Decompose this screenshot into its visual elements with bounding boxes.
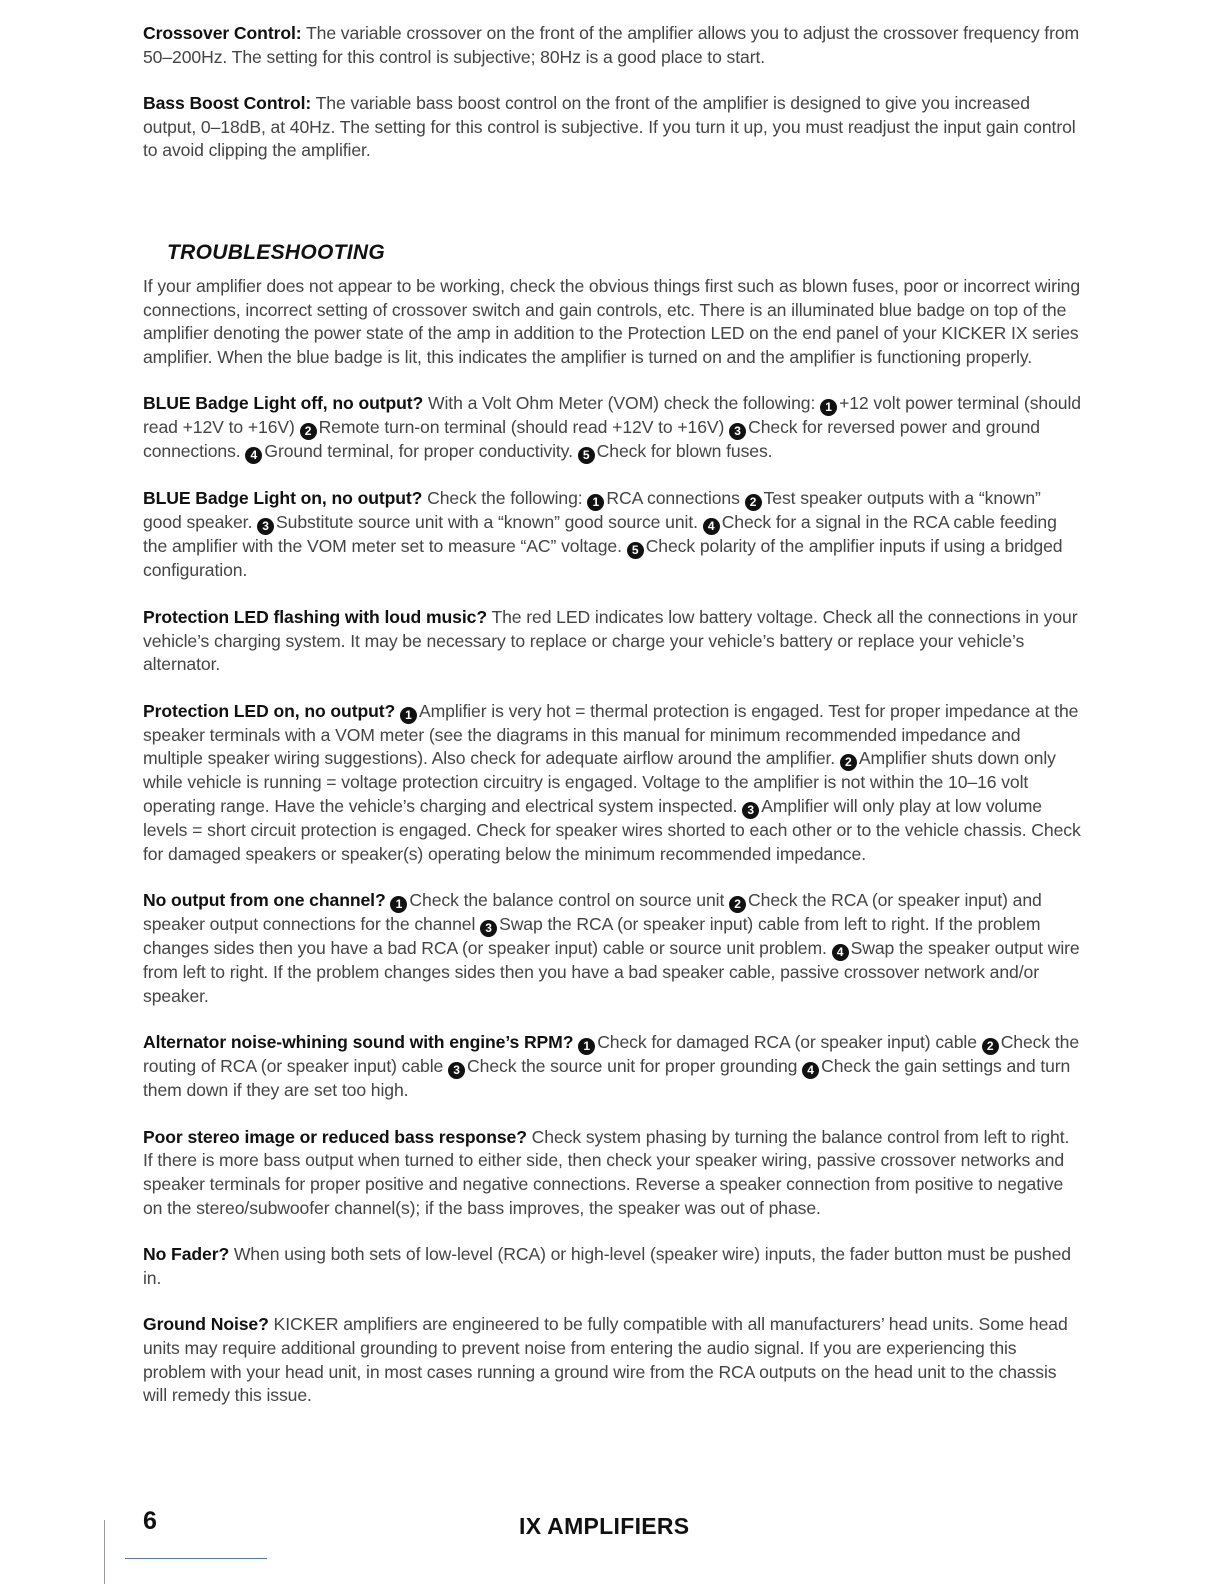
page-number: 6 xyxy=(143,1507,157,1535)
stereo-image-text: Check system phasing by turning the balance control from left to right. If there is more bass output when turned to either side, then check your speaker wiring, passive crossover networks and speaker terminals for proper positive and negative connections. Reverse a speaker connection from positive to negative on the stereo/subwoofer channel(s); if the bass improves, the speaker was out of phase. xyxy=(143,1126,1070,1218)
step-number-2-icon: 2 xyxy=(840,754,857,771)
bass-boost-text: The variable bass boost control on the front of the amplifier is designed to give you increased output, 0–18dB, at 40Hz. The setting for this control is subjective. If you turn it up, you must readjust the input gain control to avoid clipping the amplifier. xyxy=(143,93,1076,161)
step-number-1-icon: 1 xyxy=(578,1038,595,1055)
step-number-5-icon: 5 xyxy=(578,447,595,464)
step-text: Check polarity of the amplifier inputs if using a bridged configuration. xyxy=(143,536,1063,581)
step-text: Check for reversed power and ground connections. xyxy=(143,417,1040,462)
troubleshooting-intro-section xyxy=(143,275,1083,369)
led-flashing-lead: Protection LED flashing with loud music? xyxy=(143,606,487,627)
step-number-4-icon: 4 xyxy=(245,447,262,464)
step-text: Test speaker outputs with a “known” good speaker. xyxy=(143,488,1041,533)
step-text: Check for blown fuses. xyxy=(596,441,773,462)
step-text: +12 volt power terminal (should read +12V to +16V) xyxy=(143,393,1081,438)
alternator-noise-paragraph xyxy=(143,1031,1083,1103)
ground-noise-lead: Ground Noise? xyxy=(143,1314,269,1335)
blue-badge-off-paragraph xyxy=(143,392,1083,464)
bass-boost-lead: Bass Boost Control: xyxy=(143,93,312,114)
led-flashing-text: The red LED indicates low battery voltage. Check all the connections in your vehicle’s charging system. It may be necessary to replace or charge your vehicle’s battery or replace your vehicle’s alternator. xyxy=(143,606,1078,675)
blue-badge-on-section xyxy=(143,487,1083,583)
step-text: Remote turn-on terminal (should read +12V to +16V) xyxy=(318,417,730,438)
footer-rule xyxy=(125,1558,267,1559)
step-number-1-icon: 1 xyxy=(400,707,417,724)
step-text: Check the balance control on source unit xyxy=(409,890,730,911)
crossover-control-lead: Crossover Control: xyxy=(143,23,302,43)
led-on-section xyxy=(143,700,1083,866)
one-channel-paragraph xyxy=(143,889,1083,1008)
alternator-noise-lead: Alternator noise-whining sound with engine’s RPM? xyxy=(143,1032,574,1053)
step-text: RCA connections xyxy=(606,488,745,509)
margin-divider xyxy=(104,1520,105,1584)
step-number-3-icon: 3 xyxy=(729,423,746,440)
step-text: Check the routing of RCA (or speaker input) cable xyxy=(143,1032,1080,1077)
ground-noise-paragraph xyxy=(143,1313,1083,1407)
step-text: Check for damaged RCA (or speaker input) cable xyxy=(597,1032,982,1053)
step-number-2-icon: 2 xyxy=(300,423,317,440)
blue-badge-on-paragraph xyxy=(143,487,1083,583)
step-text: Check the RCA (or speaker input) and speaker output connections for the channel xyxy=(143,890,1042,935)
step-number-3-icon: 3 xyxy=(257,518,274,535)
alternator-noise-section xyxy=(143,1031,1083,1103)
section-spacer xyxy=(143,186,1083,241)
one-channel-section xyxy=(143,889,1083,1008)
step-number-2-icon: 2 xyxy=(729,896,746,913)
ground-noise-text: KICKER amplifiers are engineered to be fully compatible with all manufacturers’ head units. Some head units may require additional grounding to prevent noise from entering the audio signal. If you are experiencing this problem with your head unit, in most cases running a ground wire from the RCA outputs on the head unit to the chassis will remedy this issue. xyxy=(143,1314,1068,1406)
blue-badge-on-lead: BLUE Badge Light on, no output? xyxy=(143,488,423,509)
step-text: Check the source unit for proper grounding xyxy=(467,1056,803,1077)
led-flashing-section xyxy=(143,606,1083,677)
led-on-paragraph xyxy=(143,700,1083,866)
step-text: Swap the RCA (or speaker input) cable from left to right. If the problem changes sides then you have a bad RCA (or speaker input) cable or source unit problem. xyxy=(143,914,1041,959)
step-text: Substitute source unit with a “known” good source unit. xyxy=(276,512,703,533)
step-number-2-icon: 2 xyxy=(982,1038,999,1055)
step-number-3-icon: 3 xyxy=(480,920,497,937)
step-text: Amplifier shuts down only while vehicle is running = voltage protection circuitry is engaged. Voltage to the amplifier is not within the 10–16 volt operating range. Have the vehicle’s charging and electrical system inspected. xyxy=(143,748,1056,816)
no-fader-paragraph xyxy=(143,1243,1083,1290)
no-fader-text: When using both sets of low-level (RCA) or high-level (speaker wire) inputs, the fader button must be pushed in. xyxy=(143,1244,1071,1288)
step-number-4-icon: 4 xyxy=(802,1062,819,1079)
crossover-control-text: The variable crossover on the front of the amplifier allows you to adjust the crossover frequency from 50–200Hz. The setting for this control is subjective; 80Hz is a good place to start. xyxy=(143,23,1080,67)
footer-title: IX AMPLIFIERS xyxy=(519,1513,690,1539)
ground-noise-section xyxy=(143,1313,1083,1407)
step-text: Check for a signal in the RCA cable feeding the amplifier with the VOM meter set to measure “AC” voltage. xyxy=(143,512,1057,557)
troubleshooting-heading: TROUBLESHOOTING xyxy=(167,240,385,264)
blue-badge-off-intro: With a Volt Ohm Meter (VOM) check the following: xyxy=(423,393,821,414)
step-number-1-icon: 1 xyxy=(587,494,604,511)
stereo-image-lead: Poor stereo image or reduced bass response? xyxy=(143,1126,527,1147)
step-number-1-icon: 1 xyxy=(390,896,407,913)
step-number-3-icon: 3 xyxy=(448,1062,465,1079)
blue-badge-on-intro: Check the following: xyxy=(422,488,588,509)
step-number-4-icon: 4 xyxy=(832,944,849,961)
led-on-lead: Protection LED on, no output? xyxy=(143,700,396,721)
crossover-control-section xyxy=(143,22,1083,69)
step-number-1-icon: 1 xyxy=(820,399,837,416)
crossover-control-paragraph xyxy=(143,22,1083,69)
bass-boost-paragraph xyxy=(143,92,1083,163)
step-number-5-icon: 5 xyxy=(627,542,644,559)
step-number-4-icon: 4 xyxy=(703,518,720,535)
step-text: Amplifier is very hot = thermal protection is engaged. Test for proper impedance at the speaker terminals with a VOM meter (see the diagrams in this manual for minimum recommended impedance and multiple speaker wiring suggestions). Also check for adequate airflow around the amplifier. xyxy=(143,700,1079,769)
step-text: Amplifier will only play at low volume levels = short circuit protection is engaged. Check for speaker wires shorted to each other or to the vehicle chassis. Check for damaged speakers or speaker(s) operating below the minimum recommended impedance. xyxy=(143,795,1081,864)
no-fader-section xyxy=(143,1243,1083,1290)
stereo-image-paragraph xyxy=(143,1126,1083,1220)
no-fader-lead: No Fader? xyxy=(143,1244,230,1265)
stereo-image-section xyxy=(143,1126,1083,1220)
bass-boost-section xyxy=(143,92,1083,163)
step-text: Check the gain settings and turn them down if they are set too high. xyxy=(143,1056,1071,1101)
one-channel-lead: No output from one channel? xyxy=(143,890,386,911)
manual-page-body xyxy=(143,22,1083,1431)
step-number-3-icon: 3 xyxy=(742,802,759,819)
blue-badge-off-lead: BLUE Badge Light off, no output? xyxy=(143,393,424,414)
blue-badge-off-section xyxy=(143,392,1083,464)
troubleshooting-intro: If your amplifier does not appear to be working, check the obvious things first such as blown fuses, poor or incorrect wiring connections, incorrect setting of crossover switch and gain controls, etc. There is an illuminated blue badge on top of the amplifier denoting the power state of the amp in addition to the Protection LED on the end panel of your KICKER IX series amplifier. When the blue badge is lit, this indicates the amplifier is turned on and the amplifier is functioning properly. xyxy=(143,275,1081,367)
led-flashing-paragraph xyxy=(143,606,1083,677)
step-text: Ground terminal, for proper conductivity. xyxy=(264,441,578,462)
step-text: Swap the speaker output wire from left to right. If the problem changes sides then you have a bad speaker cable, passive crossover network and/or speaker. xyxy=(143,938,1080,1006)
step-number-2-icon: 2 xyxy=(745,494,762,511)
